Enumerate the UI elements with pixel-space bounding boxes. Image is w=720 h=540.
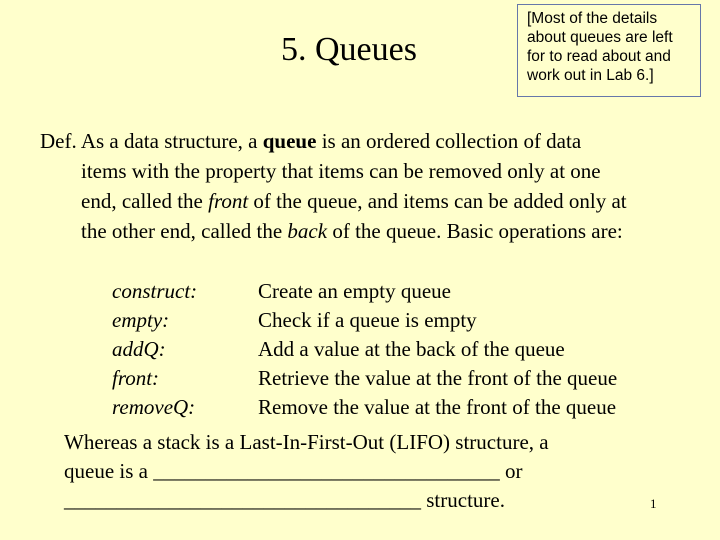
definition-line-3 xyxy=(40,186,720,216)
definition-text: of the queue, and items can be added only at xyxy=(248,189,627,213)
operation-row xyxy=(112,364,617,393)
definition-text: is an ordered collection of data xyxy=(316,129,582,153)
operation-description: Remove the value at the front of the queue xyxy=(258,395,617,419)
operation-description: Check if a queue is empty xyxy=(258,308,477,332)
summary-line-1: Whereas a stack is a Last-In-First-Out (LIFO) structure, a xyxy=(64,430,549,454)
page-number: 1 xyxy=(650,496,657,511)
definition-term-queue: queue xyxy=(262,129,317,153)
operation-row xyxy=(112,393,617,422)
operation-name: empty: xyxy=(112,308,170,332)
queue-definition xyxy=(40,126,720,246)
operation-description: Retrieve the value at the front of the queue xyxy=(258,366,618,390)
definition-text: Def. As a data structure, a xyxy=(40,129,263,153)
operation-row xyxy=(112,277,617,306)
summary-line-2: queue is a _________________________________ or xyxy=(64,459,523,483)
definition-text: of the queue. Basic operations are: xyxy=(327,219,623,243)
operation-name: front: xyxy=(112,366,160,390)
summary-line-3: __________________________________ structure. xyxy=(64,488,505,512)
stack-queue-comparison xyxy=(64,428,549,515)
definition-text: the other end, called the xyxy=(81,219,288,243)
operation-name: addQ: xyxy=(112,337,166,361)
operation-row xyxy=(112,335,617,364)
definition-line-4 xyxy=(40,216,720,246)
operation-description: Create an empty queue xyxy=(258,279,451,303)
slide-title: 5. Queues xyxy=(281,31,417,68)
lab-note-box: [Most of the details about queues are left for to read about and work out in Lab 6.] xyxy=(517,4,701,97)
definition-line-2: items with the property that items can be removed only at one xyxy=(81,159,601,183)
definition-text: end, called the xyxy=(81,189,209,213)
definition-term-back: back xyxy=(287,219,328,243)
operation-row xyxy=(112,306,617,335)
operation-name: construct: xyxy=(112,279,198,303)
operations-list xyxy=(112,277,617,422)
definition-term-front: front xyxy=(208,189,249,213)
definition-line-1 xyxy=(40,126,720,156)
operation-description: Add a value at the back of the queue xyxy=(258,337,565,361)
operation-name: removeQ: xyxy=(112,395,196,419)
